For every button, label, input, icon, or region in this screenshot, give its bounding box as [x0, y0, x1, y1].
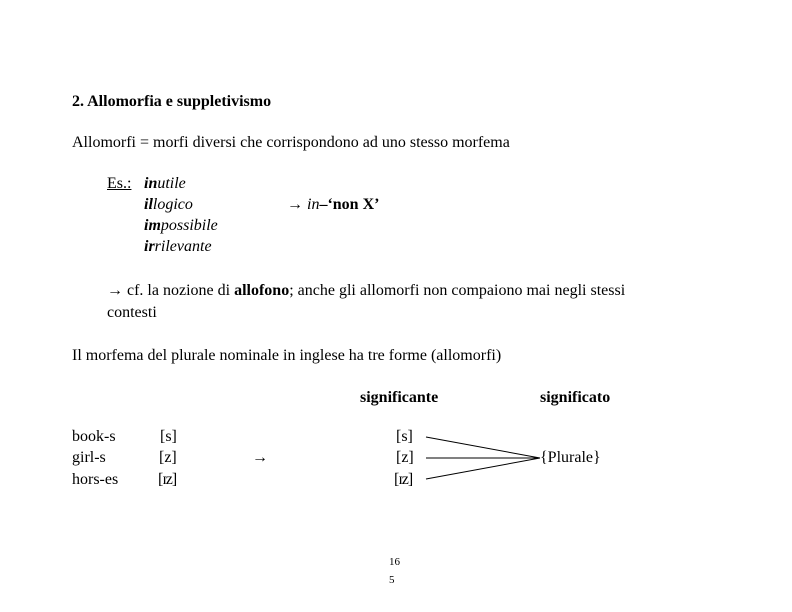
note-arrow: →: [107, 282, 123, 299]
row-form: [ɪz]: [158, 471, 177, 488]
header-signifier: significante: [360, 389, 439, 406]
example-prefix: il: [144, 196, 153, 213]
mapping-arrow: →: [252, 449, 268, 466]
signifier-form: [z]: [396, 449, 414, 466]
section-title: 2. Allomorfia e suppletivismo: [72, 93, 272, 110]
page-number-line1: 16: [389, 556, 400, 568]
gloss-text: –‘non X’: [319, 196, 380, 213]
example-rest: rilevante: [154, 238, 212, 255]
note-after: ; anche gli allomorfi non compaiono mai negli stessi: [289, 282, 626, 299]
allophone-note-line2: contesti: [107, 304, 157, 321]
connector-line: [426, 458, 540, 479]
gloss-arrow: →: [287, 196, 303, 213]
row-form: [s]: [160, 428, 177, 445]
row-word: hors-es: [72, 471, 119, 488]
example-prefix: ir: [144, 238, 155, 255]
example-prefix: in: [144, 175, 158, 192]
signified-value: {Plurale}: [540, 449, 601, 466]
signifier-form: [ɪz]: [394, 471, 413, 488]
row-word: book-s: [72, 428, 116, 445]
signifier-form: [s]: [396, 428, 413, 445]
examples-label: Es.:: [107, 175, 132, 192]
example-rest: possibile: [160, 217, 218, 234]
row-form: [z]: [159, 449, 177, 466]
plural-intro: Il morfema del plurale nominale in inglese ha tre forme (allomorfi): [72, 347, 502, 364]
gloss-morph: in: [307, 196, 320, 213]
header-signified: significato: [540, 389, 611, 406]
page-number-line2: 5: [389, 574, 395, 586]
example-rest: utile: [157, 175, 186, 192]
note-bold: allofono: [234, 282, 290, 299]
example-prefix: im: [144, 217, 161, 234]
connector-line: [426, 437, 540, 458]
definition-text: Allomorfi = morfi diversi che corrispondono ad uno stesso morfema: [72, 134, 510, 151]
example-rest: logico: [152, 196, 193, 213]
row-word: girl-s: [72, 449, 106, 466]
note-before: cf. la nozione di: [127, 282, 235, 299]
